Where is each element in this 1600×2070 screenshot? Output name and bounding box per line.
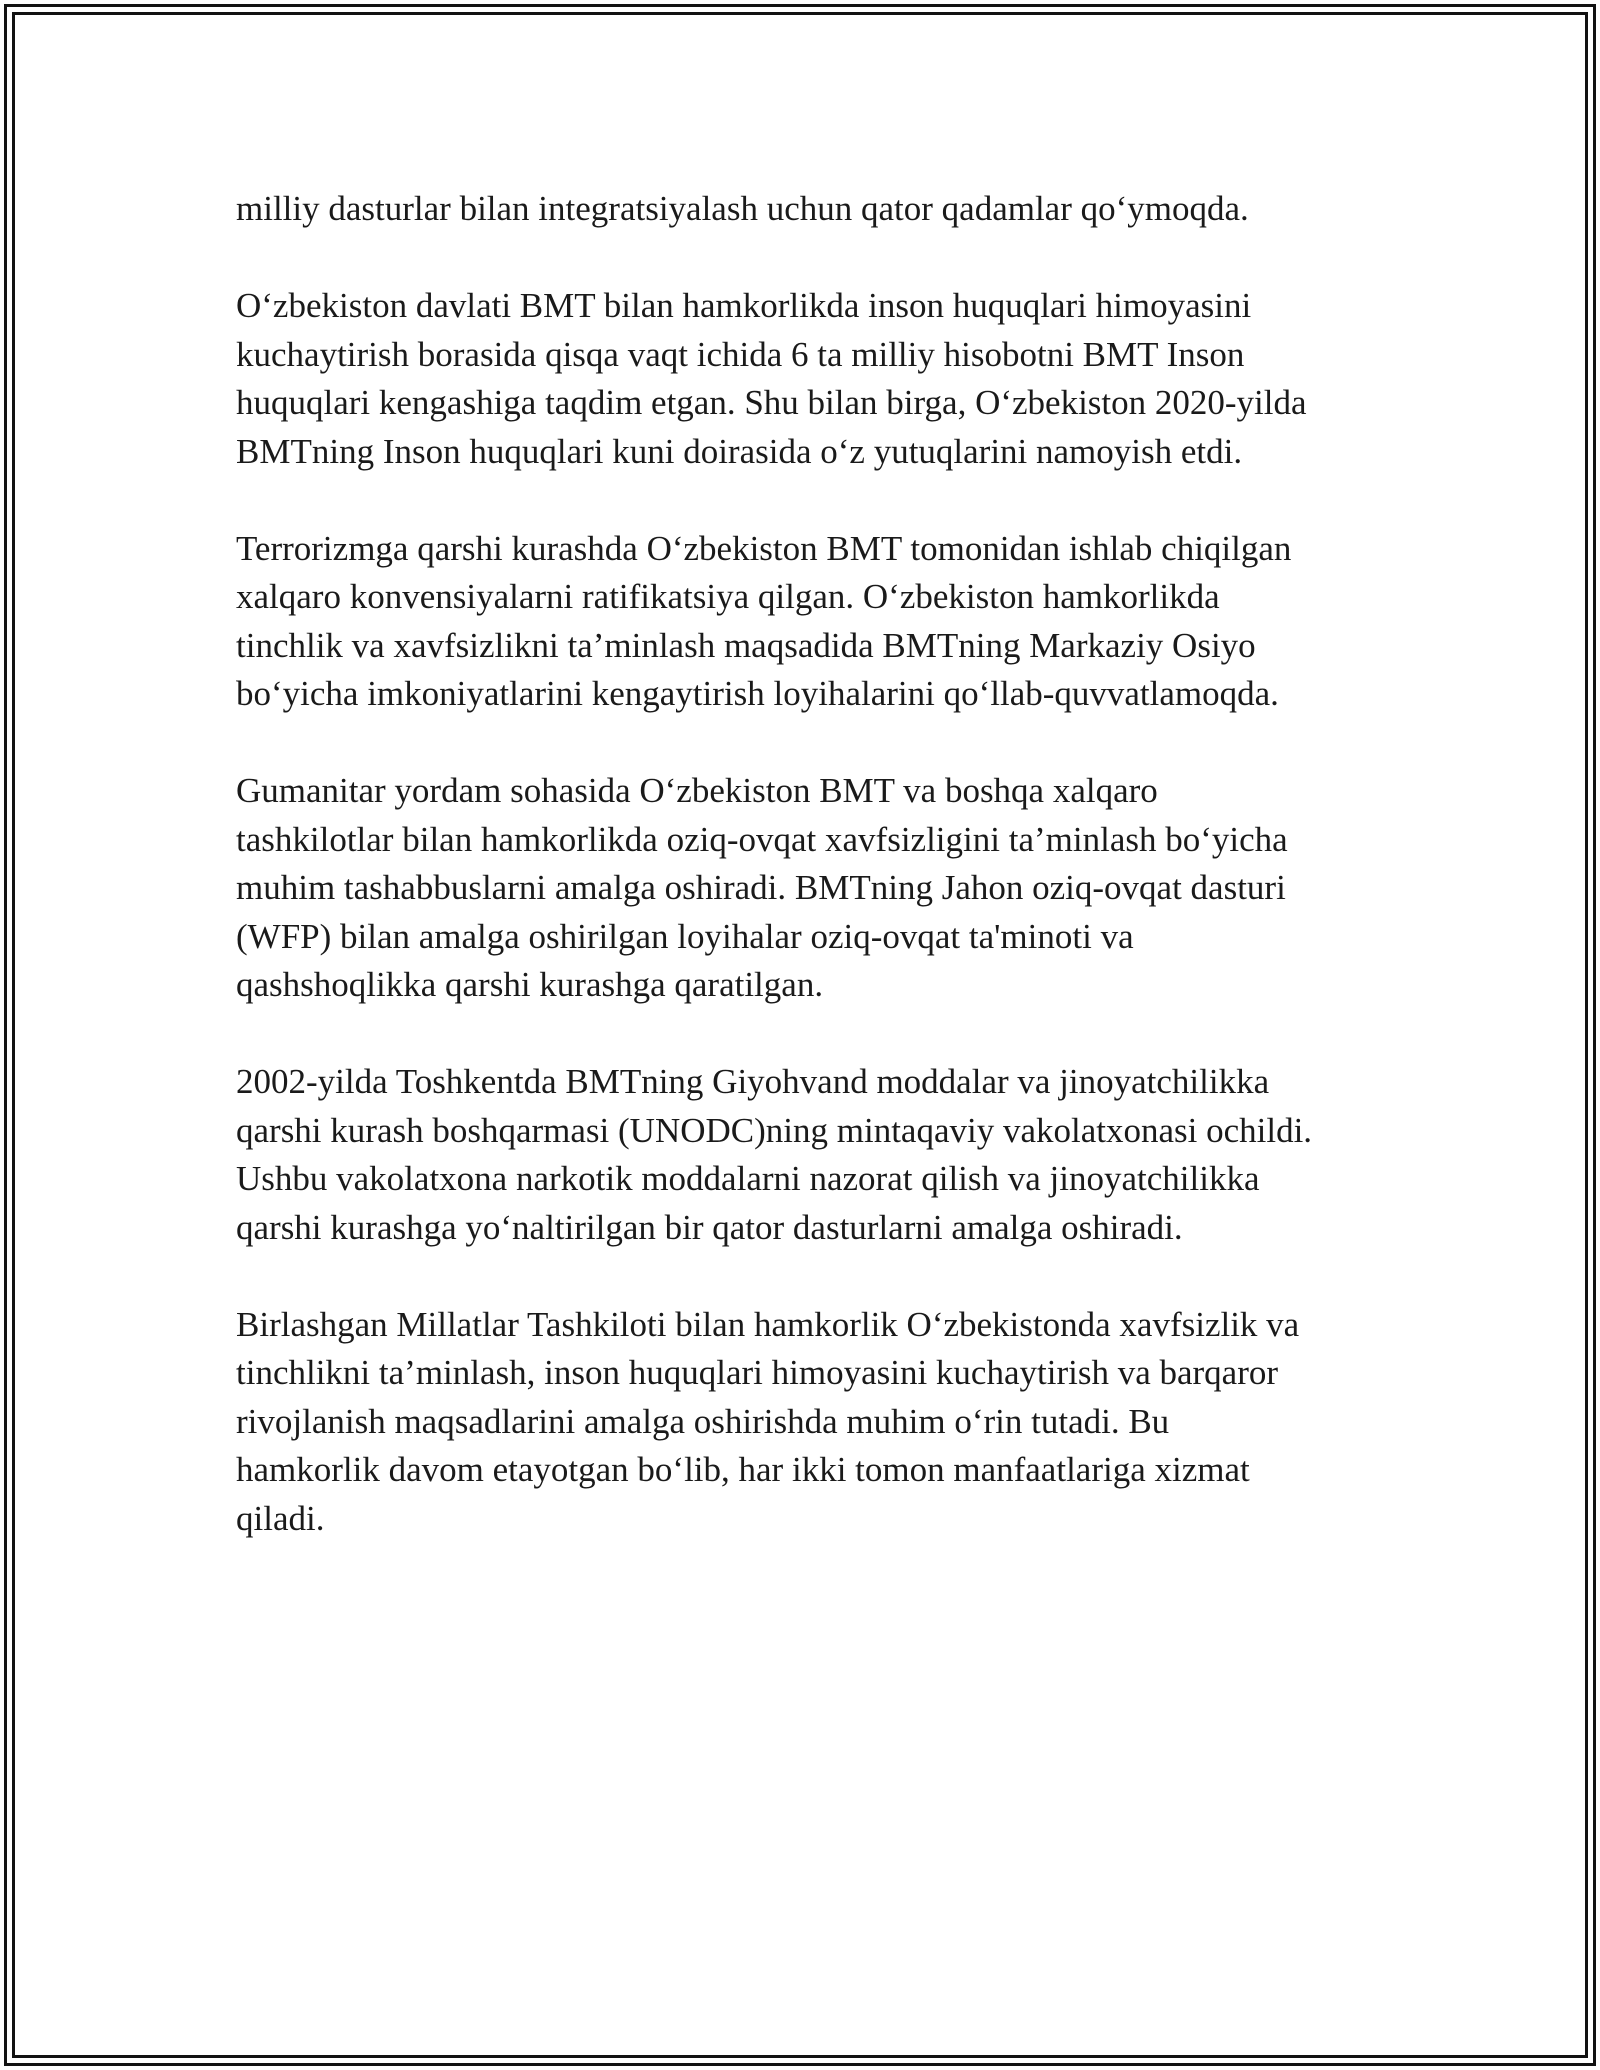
paragraph-6: [236, 1301, 1376, 1544]
text-line: tashkilotlar bilan hamkorlikda oziq-ovqat xavfsizligini ta’minlash bo‘yicha: [236, 819, 1288, 859]
text-line: rivojlanish maqsadlarini amalga oshirishda muhim o‘rin tutadi. Bu: [236, 1401, 1170, 1441]
paragraph-2: [236, 282, 1376, 476]
text-line: O‘zbekiston davlati BMT bilan hamkorlikda inson huquqlari himoyasini: [236, 286, 1252, 325]
text-line: milliy dasturlar bilan integratsiyalash uchun qator qadamlar qo‘ymoqda.: [236, 189, 1249, 228]
text-line: BMTning Inson huquqlari kuni doirasida o‘z yutuqlarini namoyish etdi.: [236, 431, 1243, 471]
text-line: xalqaro konvensiyalarni ratifikatsiya qilgan. O‘zbekiston hamkorlikda: [236, 577, 1220, 616]
paragraph-5: [236, 1058, 1376, 1252]
text-line: tinchlikni ta’minlash, inson huquqlari himoyasini kuchaytirish va barqaror: [236, 1353, 1279, 1392]
text-line: 2002-yilda Toshkentda BMTning Giyohvand moddalar va jinoyatchilikka: [236, 1062, 1270, 1101]
text-line: Terrorizmga qarshi kurashda O‘zbekiston BMT tomonidan ishlab chiqilgan: [236, 528, 1292, 568]
text-line: qashshoqlikka qarshi kurashga qaratilgan.: [236, 965, 824, 1004]
text-line: Birlashgan Millatlar Tashkiloti bilan hamkorlik O‘zbekistonda xavfsizlik va: [236, 1304, 1300, 1344]
paragraph-1: [236, 185, 1376, 234]
text-line: Ushbu vakolatxona narkotik moddalarni nazorat qilish va jinoyatchilikka: [236, 1159, 1260, 1198]
text-line: Gumanitar yordam sohasida O‘zbekiston BMT va boshqa xalqaro: [236, 771, 1158, 810]
text-line: bo‘yicha imkoniyatlarini kengaytirish loyihalarini qo‘llab-quvvatlamoqda.: [236, 674, 1279, 713]
text-line: tinchlik va xavfsizlikni ta’minlash maqsadida BMTning Markaziy Osiyo: [236, 625, 1256, 665]
document-body: [236, 185, 1376, 1592]
text-line: hamkorlik davom etayotgan bo‘lib, har ikki tomon manfaatlariga xizmat: [236, 1450, 1250, 1489]
paragraph-3: [236, 525, 1376, 719]
text-line: huquqlari kengashiga taqdim etgan. Shu bilan birga, O‘zbekiston 2020-yilda: [236, 383, 1307, 422]
text-line: qarshi kurash boshqarmasi (UNODC)ning mintaqaviy vakolatxonasi ochildi.: [236, 1110, 1313, 1150]
text-line: muhim tashabbuslarni amalga oshiradi. BMTning Jahon oziq-ovqat dasturi: [236, 868, 1286, 907]
text-line: qiladi.: [236, 1498, 325, 1538]
text-line: kuchaytirish borasida qisqa vaqt ichida 6 ta milliy hisobotni BMT Inson: [236, 334, 1245, 374]
paragraph-4: [236, 767, 1376, 1010]
text-line: (WFP) bilan amalga oshirilgan loyihalar oziq-ovqat ta'minoti va: [236, 916, 1134, 956]
text-line: qarshi kurashga yo‘naltirilgan bir qator dasturlarni amalga oshiradi.: [236, 1207, 1183, 1247]
